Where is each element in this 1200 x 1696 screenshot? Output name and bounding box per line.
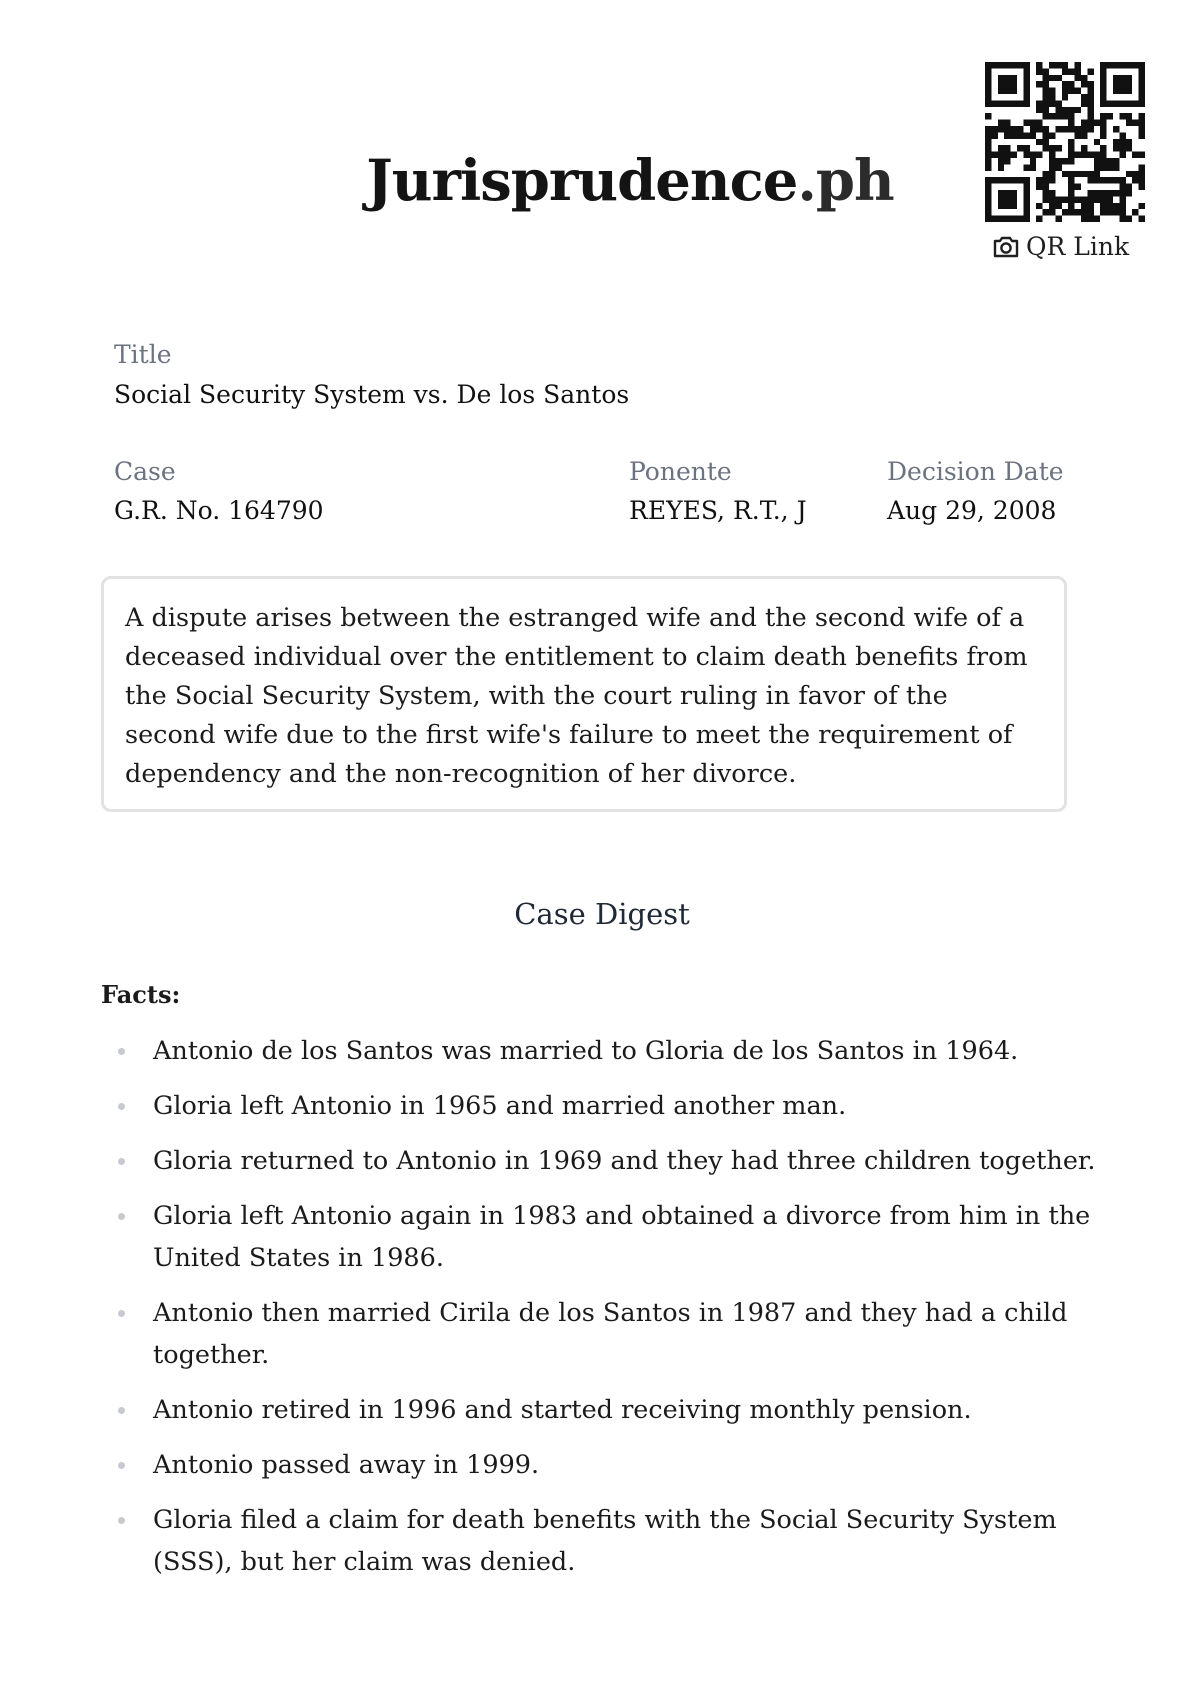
fact-text: Antonio de los Santos was married to Gloria de los Santos in 1964. — [153, 1036, 1019, 1066]
logo-tld: .ph — [797, 148, 894, 214]
logo-main: Jurisprudence — [366, 148, 798, 214]
fact-item — [101, 1389, 1101, 1431]
bullet-icon — [118, 1048, 125, 1055]
bullet-icon — [118, 1158, 125, 1165]
ponente-label: Ponente — [629, 457, 732, 486]
facts-list — [101, 1030, 1101, 1596]
case-summary: A dispute arises between the estranged wife and the second wife of a deceased individual over the entitlement to claim death benefits from the Social Security System, with the court ruling in favor of the second wife due to the first wife's failure to meet the requirement of dependency and the non-recognition of her divorce. — [101, 576, 1067, 812]
fact-text: Gloria left Antonio again in 1983 and obtained a divorce from him in the United States in 1986. — [153, 1201, 1091, 1273]
fact-text: Antonio passed away in 1999. — [153, 1450, 540, 1480]
fact-text: Gloria returned to Antonio in 1969 and they had three children together. — [153, 1146, 1096, 1176]
facts-heading: Facts: — [101, 980, 181, 1009]
qr-link-label: QR Link — [1026, 232, 1130, 261]
qr-code[interactable] — [985, 62, 1145, 222]
case-value: G.R. No. 164790 — [114, 496, 324, 525]
case-label: Case — [114, 457, 176, 486]
fact-text: Antonio retired in 1996 and started receiving monthly pension. — [153, 1395, 972, 1425]
bullet-icon — [118, 1407, 125, 1414]
bullet-icon — [118, 1310, 125, 1317]
camera-icon — [992, 235, 1020, 259]
fact-item — [101, 1085, 1101, 1127]
fact-item — [101, 1140, 1101, 1182]
title-value: Social Security System vs. De los Santos — [114, 380, 630, 409]
fact-text: Antonio then married Cirila de los Santos in 1987 and they had a child together. — [153, 1298, 1068, 1370]
decision-date-label: Decision Date — [887, 457, 1064, 486]
fact-item — [101, 1499, 1101, 1583]
bullet-icon — [118, 1213, 125, 1220]
ponente-value: REYES, R.T., J — [629, 496, 807, 525]
bullet-icon — [118, 1462, 125, 1469]
bullet-icon — [118, 1103, 125, 1110]
fact-item — [101, 1444, 1101, 1486]
fact-text: Gloria left Antonio in 1965 and married another man. — [153, 1091, 847, 1121]
title-label: Title — [114, 340, 172, 369]
decision-date-value: Aug 29, 2008 — [887, 496, 1057, 525]
qr-link[interactable] — [992, 232, 1129, 261]
fact-text: Gloria filed a claim for death benefits with the Social Security System (SSS), but her claim was denied. — [153, 1505, 1057, 1577]
fact-item — [101, 1195, 1101, 1279]
fact-item — [101, 1292, 1101, 1376]
case-digest-heading: Case Digest — [514, 897, 690, 931]
bullet-icon — [118, 1517, 125, 1524]
fact-item — [101, 1030, 1101, 1072]
